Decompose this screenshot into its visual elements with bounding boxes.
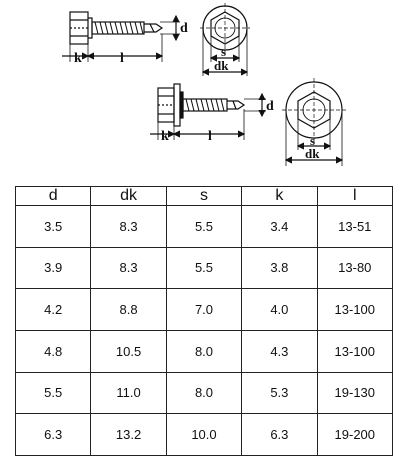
cell: 13-100 xyxy=(317,289,392,331)
cell: 5.5 xyxy=(166,206,241,248)
spec-table xyxy=(15,186,393,456)
top-label-dk: dk xyxy=(214,58,229,73)
table-row xyxy=(16,247,393,289)
cell: 11.0 xyxy=(91,372,166,414)
top-label-s: s xyxy=(221,44,227,59)
cell: 8.0 xyxy=(166,372,241,414)
bottom-label-dk: dk xyxy=(305,146,320,161)
bottom-label-l: l xyxy=(208,129,212,144)
cell: 19-130 xyxy=(317,372,392,414)
table-row xyxy=(16,289,393,331)
header-dk: dk xyxy=(91,187,166,206)
header-l: l xyxy=(317,187,392,206)
cell: 3.9 xyxy=(16,247,91,289)
cell: 4.0 xyxy=(242,289,317,331)
cell: 5.5 xyxy=(16,372,91,414)
bottom-label-k: k xyxy=(161,129,169,144)
cell: 10.5 xyxy=(91,330,166,372)
cell: 7.0 xyxy=(166,289,241,331)
cell: 19-200 xyxy=(317,414,392,456)
cell: 8.0 xyxy=(166,330,241,372)
table-row xyxy=(16,330,393,372)
cell: 6.3 xyxy=(16,414,91,456)
cell: 13-80 xyxy=(317,247,392,289)
cell: 4.8 xyxy=(16,330,91,372)
threaded-shank xyxy=(183,99,227,111)
cell: 4.2 xyxy=(16,289,91,331)
cell: 13-100 xyxy=(317,330,392,372)
cell: 3.5 xyxy=(16,206,91,248)
table-header-row xyxy=(16,187,393,206)
cell: 6.3 xyxy=(242,414,317,456)
cell: 13.2 xyxy=(91,414,166,456)
top-label-l: l xyxy=(120,51,124,66)
table-row xyxy=(16,372,393,414)
washer xyxy=(174,84,180,126)
cell: 5.5 xyxy=(166,247,241,289)
technical-drawings xyxy=(0,0,402,180)
table-row xyxy=(16,206,393,248)
header-k: k xyxy=(242,187,317,206)
cell: 10.0 xyxy=(166,414,241,456)
cell: 8.3 xyxy=(91,206,166,248)
cell: 3.8 xyxy=(242,247,317,289)
cell: 8.8 xyxy=(91,289,166,331)
header-d: d xyxy=(16,187,91,206)
bottom-label-d: d xyxy=(266,99,274,114)
cell: 8.3 xyxy=(91,247,166,289)
cell: 3.4 xyxy=(242,206,317,248)
cell: 5.3 xyxy=(242,372,317,414)
top-label-k: k xyxy=(74,51,82,66)
table-row xyxy=(16,414,393,456)
bottom-label-s: s xyxy=(310,133,316,148)
cell: 13-51 xyxy=(317,206,392,248)
top-label-d: d xyxy=(180,21,188,36)
cell: 4.3 xyxy=(242,330,317,372)
header-s: s xyxy=(166,187,241,206)
